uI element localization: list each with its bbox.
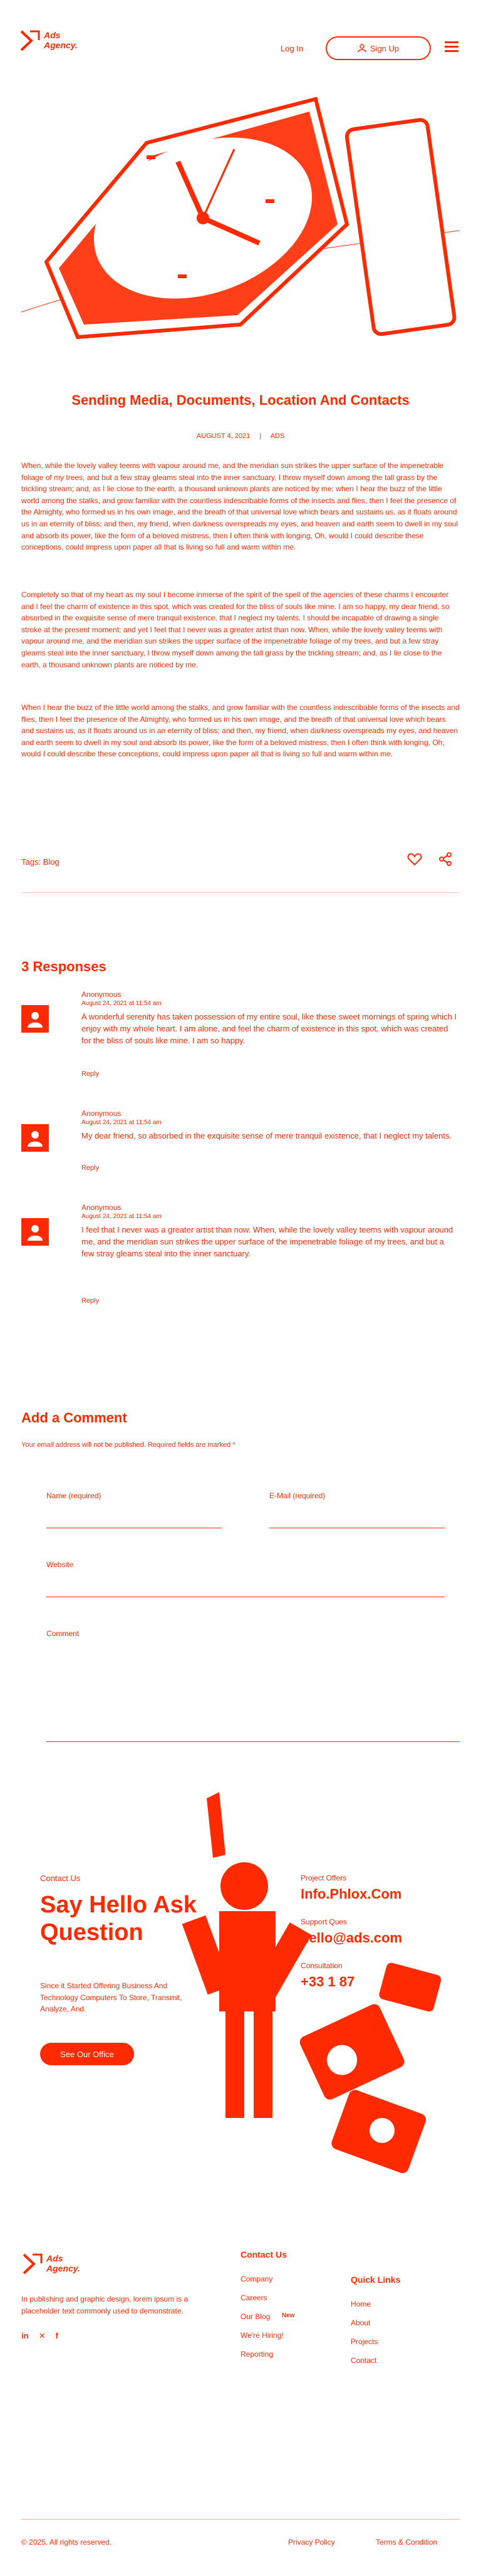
linkedin-icon[interactable]: in [21,2331,29,2340]
reply-link[interactable]: Reply [81,1297,100,1305]
comment-form-title: Add a Comment [21,1410,127,1426]
user-icon [358,44,366,53]
footer-logo[interactable] [21,2250,96,2281]
website-input[interactable] [46,1573,445,1598]
contact-desc: Since it Started Offering Business And Technology Computers To Store, Transmit, Analyze, And. [40,1981,182,2014]
privacy-link[interactable]: Privacy Policy [288,2538,335,2547]
logo-line1: Ads [44,30,61,40]
footer-divider [21,2519,460,2520]
comment-text: I feel that I never was a greater artist than now. When, while the lovely valley teems with vapour around me, and the meridian sun strikes the upper surface of the impenetrable foliage of my trees, and but a few stray gleams steal into the inner sanctuary. [81,1225,453,1258]
reply-link[interactable]: Reply [81,1070,100,1078]
avatar [21,1005,49,1033]
footer-link-hiring[interactable]: We're Hiring! [240,2331,284,2340]
responses-title: 3 Responses [21,959,106,974]
support-email[interactable]: hello@ads.com [301,1930,403,1946]
footer-col1-title: Contact Us [240,2250,287,2260]
menu-icon[interactable] [445,41,458,53]
website-label: Website [46,1560,74,1569]
email-label: E-Mail (required) [269,1491,326,1500]
comment-date: August 24, 2021 at 11:54 am [81,1119,162,1126]
name-input[interactable] [46,1504,222,1529]
support-label: Support Ques [301,1917,348,1926]
footer-about: In publishing and graphic design, lorem ipsum is a placeholder text commonly used to demonstrate. [21,2295,189,2315]
post-paragraph-2: Completely so that of my heart as my soul I become inmerse of the spirit of the spell of the agencies of these charms I encounter and I feel the charm of existence in this spot, which was created for the bliss of souls like mine. I am so happy, my dear friend, so absorbed in the exquisite sense of mere tranquil existence, that I neglect my talents. I should be incapable of drawing a single stroke at the present moment; and yet I feel that I never was a greater artist than now. When, while the lovely valley teems with vapour around me, and the meridian sun strikes the upper surface of the impenetrable foliage of my trees, and but a few stray gleams steal into the inner sanctuary, I throw myself down among the tall grass by the trickling stream; and, as I lie close to the earth, a thousand unknown plants are noticed by me. [21,590,450,669]
social-links [21,2331,58,2341]
avatar [21,1218,49,1246]
comment-text: My dear friend, so absorbed in the exquisite sense of mere tranquil existence, that I neglect my talents. [81,1131,452,1140]
post-meta: AUGUST 4, 2021 | ADS [196,432,285,440]
logo-mark-icon [19,30,40,51]
email-input[interactable] [269,1504,445,1529]
post-date: AUGUST 4, 2021 [196,432,251,440]
post-title: Sending Media, Documents, Location And Contacts [71,392,410,408]
footer-link-about[interactable]: About [351,2318,371,2327]
project-email[interactable]: Info.Phlox.Com [301,1886,402,1902]
footer-link-blog[interactable]: Our Blog [240,2312,271,2321]
post-author[interactable]: ADS [270,432,285,440]
twitter-icon[interactable]: ✕ [38,2331,46,2340]
header-logo[interactable] [19,26,94,58]
login-link[interactable]: Log In [281,44,304,53]
signup-label: Sign Up [370,43,400,53]
contact-small-title: Contact Us [40,1874,81,1883]
clock-illustration-icon [21,74,460,362]
footer-link-contact[interactable]: Contact [351,2356,377,2365]
new-badge: New [282,2312,295,2319]
footer-logo-line2: Agency. [46,2263,80,2273]
reply-link[interactable]: Reply [81,1164,100,1172]
signup-button[interactable] [326,36,431,60]
comment-date: August 24, 2021 at 11:54 am [81,1000,162,1007]
footer-col2-title: Quick Links [351,2275,401,2285]
comment-textarea[interactable] [46,1642,460,1742]
post-tags[interactable]: Tags: Blog [21,857,59,867]
comment-item [21,1203,460,1310]
facebook-icon[interactable]: f [55,2331,58,2340]
logo-mark-icon [21,2253,43,2275]
post-paragraph-3: When I hear the buzz of the little world among the stalks, and grow familiar with the countless indescribable forms of the insects and flies, then I feel the presence of the Almighty, who formed us in his own image, and the breath of that universal love which bears and sustains us, as it floats around us in an eternity of bliss; and then, my friend, when darkness overspreads my eyes, and heaven and earth seem to dwell in my soul and absorb its power, like the form of a beloved mistress, then I often think with longing, Oh, would I could describe these conceptions, could impress upon paper all that is living so full and warm within me. [21,703,460,759]
comment-author: Anonymous [81,990,122,999]
logo-line2: Agency. [44,40,78,50]
comment-item [21,990,460,1084]
hero-image [21,74,460,362]
contact-big-line1: Say Hello Ask [40,1892,197,1918]
consult-label: Consultation [301,1961,343,1970]
name-label: Name (required) [46,1491,101,1500]
avatar [21,1124,49,1152]
heart-icon[interactable] [407,852,422,869]
divider [21,892,460,893]
footer-logo-line1: Ads [46,2253,63,2263]
comment-author: Anonymous [81,1109,122,1118]
footer-link-careers[interactable]: Careers [240,2293,267,2302]
comment-date: August 24, 2021 at 11:54 am [81,1213,162,1220]
copyright: © 2025. All rights reserved. [21,2538,112,2547]
post-paragraph-1: When, while the lovely valley teems with vapour around me, and the meridian sun strikes the upper surface of the impenetrable foliage of my trees, and but a few stray gleams steal into the inner sanctuary, I throw myself down among the tall grass by the trickling stream; and, as I lie close to the earth, a thousand unknown plants are noticed by me: when I hear the buzz of the little world among the stalks, and grow familiar with the countless indescribable forms of the insects and flies, then I feel the presence of the Almighty, who formed us in his own image, and the breath of that universal love which bears and sustains us, as it floats around us in an eternity of bliss; and then, my friend, when darkness overspreads my eyes, and heaven and earth seem to dwell in my soul and absorb its power, like the form of a beloved mistress, then I often think with longing, Oh, would I could describe these conceptions, could impress upon paper all that is living so full and warm within me. [21,461,458,552]
share-icon[interactable] [438,852,452,869]
footer-link-projects[interactable]: Projects [351,2337,378,2346]
footer-link-company[interactable]: Company [240,2275,273,2283]
comment-form-note: Your email address will not be published. Required fields are marked * [21,1441,235,1449]
comment-label: Comment [46,1629,80,1638]
footer-link-reporting[interactable]: Reporting [240,2350,274,2359]
contact-section [0,1780,481,2218]
project-label: Project Offers [301,1874,347,1882]
comment-author: Anonymous [81,1203,122,1212]
comment-text: A wonderful serenity has taken possession of my entire soul, like these sweet mornings of spring which I enjoy with my whole heart. I am alone, and feel the charm of existence in this spot, which was created for the bliss of souls like mine. I am so happy. [81,1012,457,1045]
terms-link[interactable]: Terms & Condition [376,2538,438,2547]
consult-phone[interactable]: +33 1 87 [301,1974,355,1989]
footer-link-home[interactable]: Home [351,2300,371,2308]
comment-item [21,1109,460,1178]
contact-big-line2: Question [40,1919,143,1946]
see-office-button[interactable]: See Our Office [40,2043,134,2065]
